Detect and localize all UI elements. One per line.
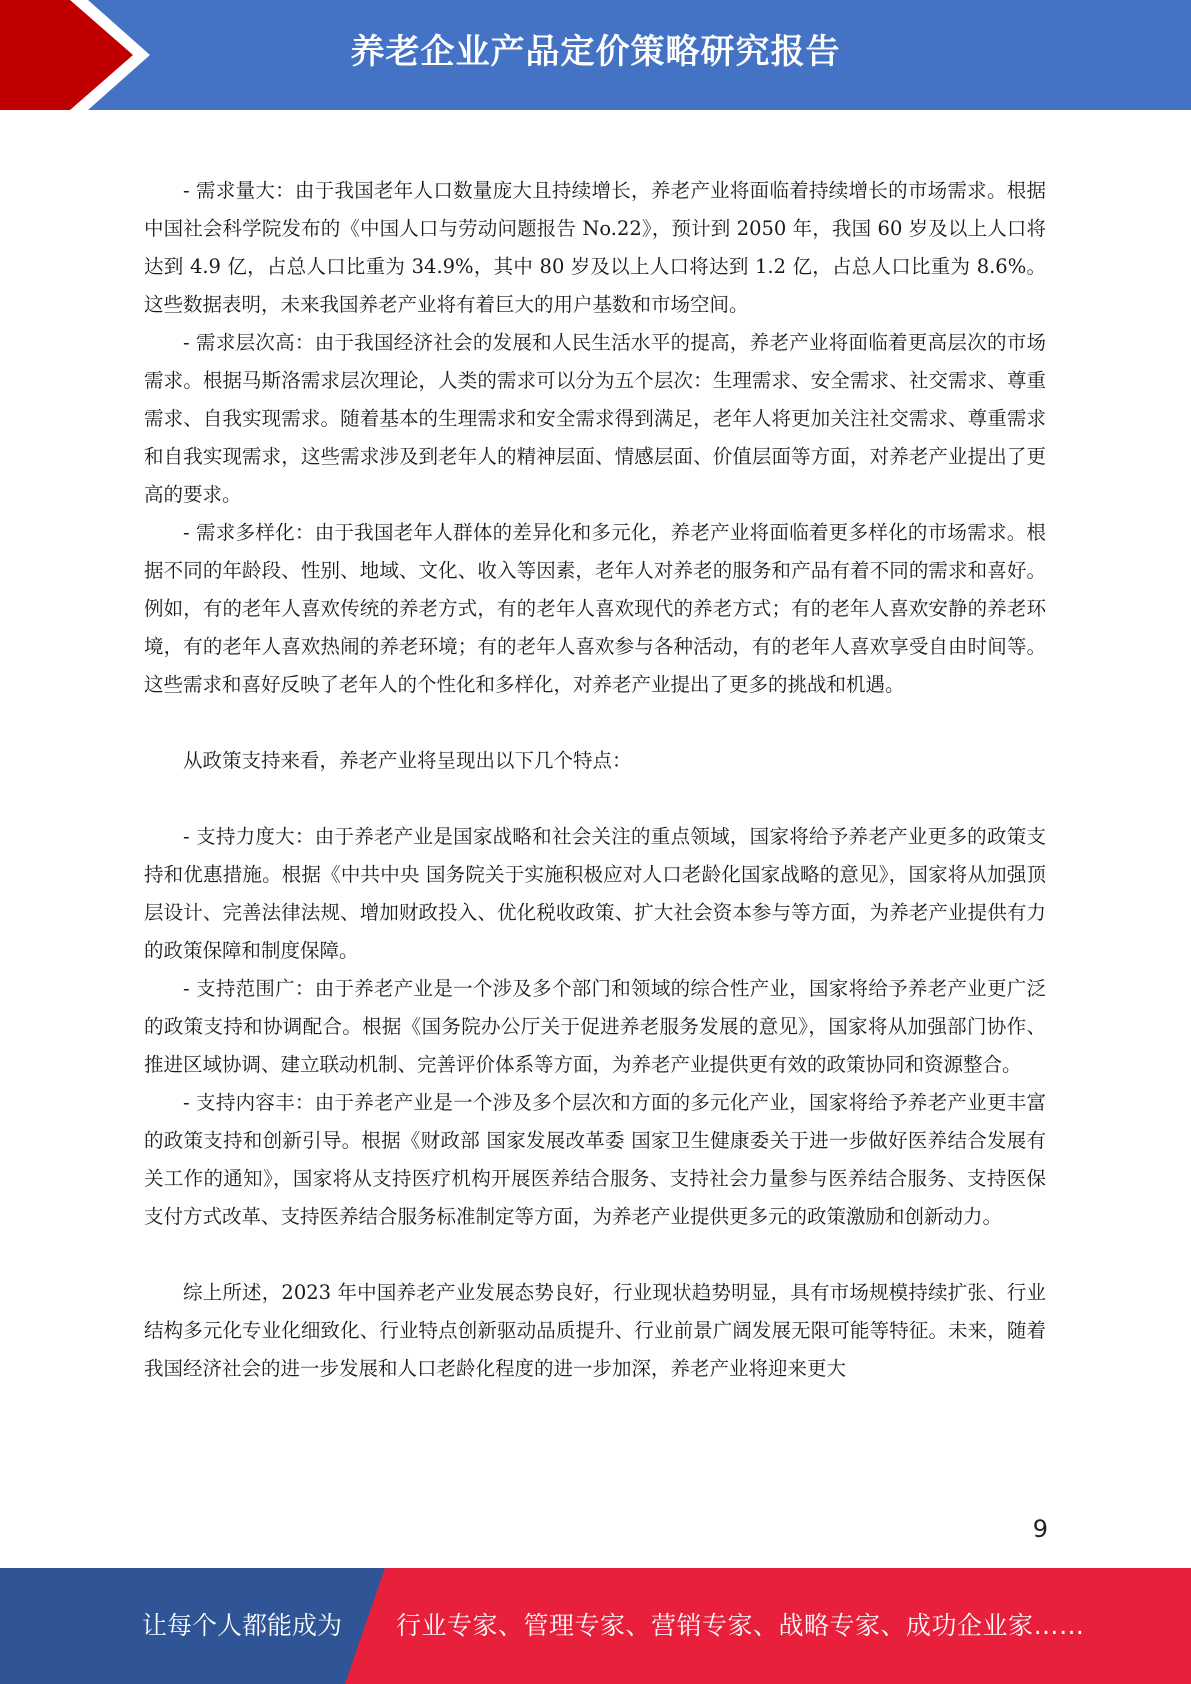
footer-slogan-left: 让每个人都能成为 bbox=[142, 1611, 343, 1640]
footer-slogan-right: 行业专家、管理专家、营销专家、战略专家、成功企业家…… bbox=[396, 1611, 1085, 1640]
page-header bbox=[0, 0, 1191, 110]
report-title: 养老企业产品定价策略研究报告 bbox=[350, 32, 841, 72]
page-footer bbox=[0, 1568, 1191, 1684]
paragraph-policy-scope: - 支持范围广：由于养老产业是一个涉及多个部门和领域的综合性产业，国家将给予养老产业更广泛的政策支持和协调配合。根据《国务院办公厅关于促进养老服务发展的意见》，国家将从加强部门协作、推进区域协调、建立联动机制、完善评价体系等方面，为养老产业提供更有效的政策协同和资源整合。 bbox=[144, 977, 1046, 1076]
paragraph-spacer bbox=[144, 780, 1046, 818]
paragraph-demand-diversity: - 需求多样化：由于我国老年人群体的差异化和多元化，养老产业将面临着更多样化的市场需求。根据不同的年龄段、性别、地域、文化、收入等因素，老年人对养老的服务和产品有着不同的需求和喜好。例如，有的老年人喜欢传统的养老方式，有的老年人喜欢现代的养老方式；有的老年人喜欢安静的养老环境，有的老年人喜欢热闹的养老环境；有的老年人喜欢参与各种活动，有的老年人喜欢享受自由时间等。这些需求和喜好反映了老年人的个性化和多样化，对养老产业提出了更多的挑战和机遇。 bbox=[144, 521, 1046, 696]
document-body bbox=[144, 172, 1046, 1388]
paragraph-demand-volume: - 需求量大：由于我国老年人口数量庞大且持续增长，养老产业将面临着持续增长的市场需求。根据中国社会科学院发布的《中国人口与劳动问题报告 No.22》，预计到 2050 年，我国 60 岁及以上人口将达到 4.9 亿，占总人口比重为 34.9%，其中 80 岁及以上人口将达到 1.2 亿，占总人口比重为 8.6%。这些数据表明，未来我国养老产业将有着巨大的用户基数和市场空间。 bbox=[144, 179, 1046, 316]
page-number: 9 bbox=[1032, 1515, 1048, 1543]
paragraph-policy-strength: - 支持力度大：由于养老产业是国家战略和社会关注的重点领域，国家将给予养老产业更多的政策支持和优惠措施。根据《中共中央 国务院关于实施积极应对人口老龄化国家战略的意见》，国家将从加强顶层设计、完善法律法规、增加财政投入、优化税收政策、扩大社会资本参与等方面，为养老产业提供有力的政策保障和制度保障。 bbox=[144, 825, 1046, 962]
paragraph-demand-level: - 需求层次高：由于我国经济社会的发展和人民生活水平的提高，养老产业将面临着更高层次的市场需求。根据马斯洛需求层次理论，人类的需求可以分为五个层次：生理需求、安全需求、社交需求、尊重需求、自我实现需求。随着基本的生理需求和安全需求得到满足，老年人将更加关注社交需求、尊重需求和自我实现需求，这些需求涉及到老年人的精神层面、情感层面、价值层面等方面，对养老产业提出了更高的要求。 bbox=[144, 331, 1046, 506]
paragraph-policy-content: - 支持内容丰：由于养老产业是一个涉及多个层次和方面的多元化产业，国家将给予养老产业更丰富的政策支持和创新引导。根据《财政部 国家发展改革委 国家卫生健康委关于进一步做好医养结合发展有关工作的通知》，国家将从支持医疗机构开展医养结合服务、支持社会力量参与医养结合服务、支持医保支付方式改革、支持医养结合服务标准制定等方面，为养老产业提供更多元的政策激励和创新动力。 bbox=[144, 1091, 1046, 1228]
paragraph-spacer bbox=[144, 704, 1046, 742]
paragraph-policy-intro: 从政策支持来看，养老产业将呈现出以下几个特点： bbox=[183, 749, 632, 772]
paragraph-spacer bbox=[144, 1236, 1046, 1274]
paragraph-summary: 综上所述，2023 年中国养老产业发展态势良好，行业现状趋势明显，具有市场规模持续扩张、行业结构多元化专业化细致化、行业特点创新驱动品质提升、行业前景广阔发展无限可能等特征。未来，随着我国经济社会的进一步发展和人口老龄化程度的进一步加深，养老产业将迎来更大 bbox=[144, 1281, 1046, 1380]
